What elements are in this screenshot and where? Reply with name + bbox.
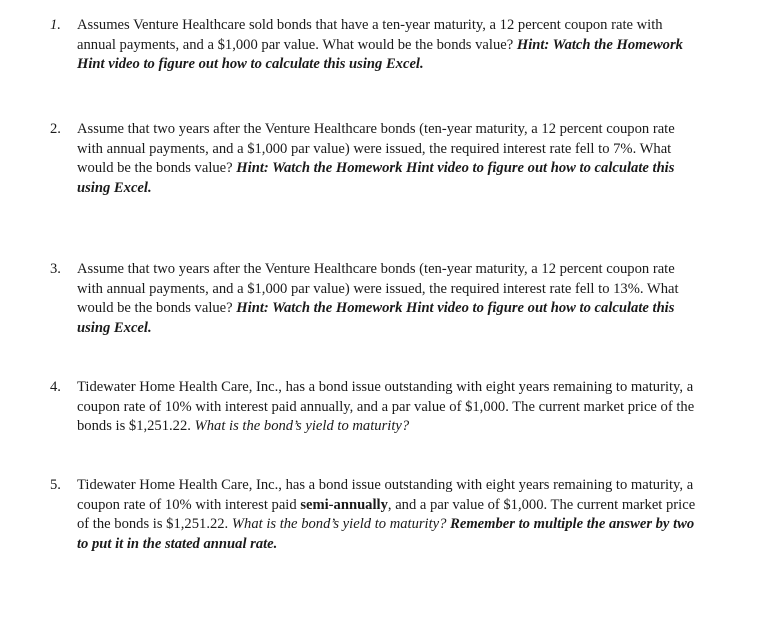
question-text (77, 476, 697, 554)
question-number: 5. (50, 477, 61, 493)
question-body: Assume that two years after the Venture Healthcare bonds (ten-year maturity, a 12 percent coupon rate with annual payments, and a $1,000 par value) were issued, the required interest rate fell to 7%. What would be the bonds value? (77, 121, 675, 176)
remember-note: Remember to multiple the answer by two to put it in the stated annual rate. (77, 516, 695, 552)
question-body: Tidewater Home Health Care, Inc., has a bond issue outstanding with eight years remaining to maturity, a coupon rate of 10% with interest paid annually, and a par value of $1,000. The current market price of the bonds is $1,251.22. (77, 379, 695, 434)
hint-text: Hint: Watch the Homework Hint video to figure out how to calculate this using Excel. (77, 300, 675, 336)
question-text (77, 120, 697, 198)
question-text (77, 16, 697, 75)
question-number: 1. (50, 17, 61, 33)
question-text (77, 378, 697, 437)
emphasis-term: semi-annually (300, 496, 388, 513)
question-prompt: What is the bond’s yield to maturity? (231, 516, 447, 532)
question-number: 2. (50, 121, 61, 137)
question-number: 3. (50, 261, 61, 277)
question-prompt: What is the bond’s yield to maturity? (194, 418, 410, 434)
hint-text: Hint: Watch the Homework Hint video to figure out how to calculate this using Excel. (77, 160, 675, 196)
hint-text: Hint: Watch the Homework Hint video to figure out how to calculate this using Excel. (77, 36, 683, 72)
question-body-continued: , and a par value of $1,000. The current market price of the bonds is $1,251.22. (77, 496, 696, 532)
question-body: Tidewater Home Health Care, Inc., has a bond issue outstanding with eight years remaining to maturity, a coupon rate of 10% with interest paid (77, 477, 694, 513)
question-body: Assume that two years after the Venture Healthcare bonds (ten-year maturity, a 12 percent coupon rate with annual payments, and a $1,000 par value) were issued, the required interest rate fell to 13%. What would be the bonds value? (77, 261, 679, 316)
question-text (77, 260, 697, 338)
question-number: 4. (50, 379, 61, 395)
question-body: Assumes Venture Healthcare sold bonds that have a ten-year maturity, a 12 percent coupon rate with annual payments, and a $1,000 par value. What would be the bonds value? (77, 17, 663, 53)
